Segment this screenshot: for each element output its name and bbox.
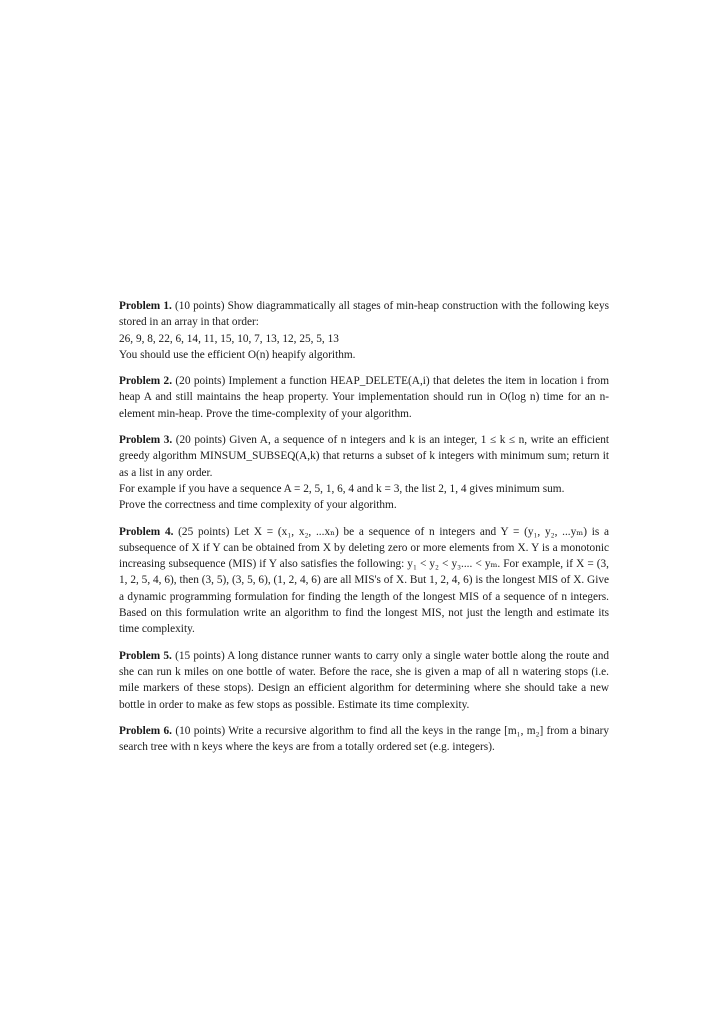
problem-2-intro (119, 373, 609, 422)
problem-set (119, 298, 609, 765)
problem-5 (119, 648, 609, 713)
problem-3-example: For example if you have a sequence A = 2, 5, 1, 6, 4 and k = 3, the list 2, 1, 4 gives minimum sum. (119, 482, 565, 495)
problem-1-intro (119, 298, 609, 331)
problem-6-text: (10 points) Write a recursive algorithm to find all the keys in the range [m₁, m₂] from a binary search tree with n keys where the keys are from a totally ordered set (e.g. integers). (119, 724, 609, 754)
problem-6-heading: Problem 6. (119, 724, 172, 737)
problem-3-intro (119, 432, 609, 481)
problem-2-text: (20 points) Implement a function HEAP_DELETE(A,i) that deletes the item in location i from heap A and still maintains the heap property. Your implementation should run in O(log n) time for an n-element min-heap. Prove the time-complexity of your algorithm. (119, 375, 609, 420)
problem-5-intro (119, 648, 609, 713)
problem-2-heading: Problem 2. (119, 375, 173, 388)
problem-1-text: (10 points) Show diagrammatically all stages of min-heap construction with the following keys stored in an array in that order: (119, 300, 609, 329)
problem-3-heading: Problem 3. (119, 434, 173, 447)
problem-1-heading: Problem 1. (119, 300, 172, 312)
problem-3-note: Prove the correctness and time complexity of your algorithm. (119, 499, 397, 512)
problem-3 (119, 432, 609, 513)
problem-1-keys: 26, 9, 8, 22, 6, 14, 11, 15, 10, 7, 13, 12, 25, 5, 13 (119, 332, 339, 345)
problem-4 (119, 524, 609, 638)
problem-1-note: You should use the efficient O(n) heapify algorithm. (119, 348, 356, 361)
problem-1 (119, 298, 609, 363)
problem-5-heading: Problem 5. (119, 649, 172, 662)
problem-2 (119, 373, 609, 422)
problem-4-intro (119, 524, 609, 638)
problem-4-text: (25 points) Let X = (x₁, x₂, ...xₙ) be a sequence of n integers and Y = (y₁, y₂, ...yₘ) is a subsequence of X if Y can be obtained from X by deleting zero or more elements from X. Y is a monotonic increasing subsequence (MIS) if Y also satisfies the following: y₁ < y₂ < y₃.... < yₘ. For example, if X = (3, 1, 2, 5, 4, 6), then (3, 5), (3, 5, 6), (1, 2, 4, 6) are all MIS's of X. But 1, 2, 4, 6) is the longest MIS of X. Give a dynamic programming formulation for finding the length of the longest MIS of a sequence of n integers. Based on this formulation write an algorithm to find the longest MIS, not just the length and estimate its time complexity. (119, 525, 609, 636)
problem-6 (119, 723, 609, 756)
problem-5-text: (15 points) A long distance runner wants to carry only a single water bottle along the route and she can run k miles on one bottle of water. Before the race, she is given a map of all n watering stops (i.e. mile markers of these stops). Design an efficient algorithm for determining where she should take a new bottle in order to make as few stops as possible. Estimate its time complexity. (119, 649, 609, 711)
problem-3-text: (20 points) Given A, a sequence of n integers and k is an integer, 1 ≤ k ≤ n, write an efficient greedy algorithm MINSUM_SUBSEQ(A,k) that returns a subset of k integers with minimum sum; return it as a list in any order. (119, 434, 609, 479)
problem-4-heading: Problem 4. (119, 525, 174, 538)
problem-6-intro (119, 723, 609, 756)
